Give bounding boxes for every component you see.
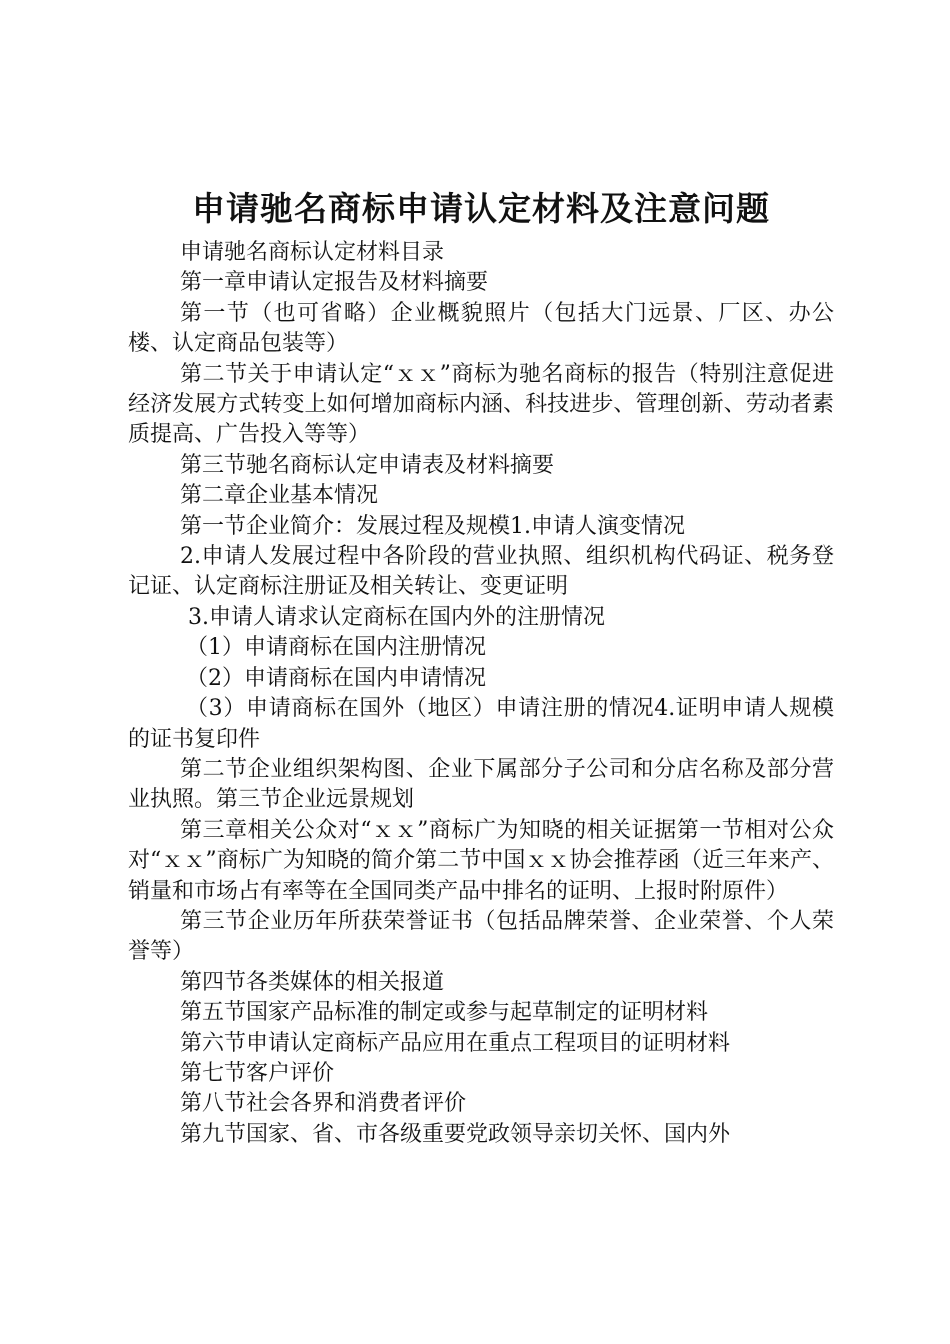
paragraph: 第一节（也可省略）企业概貌照片（包括大门远景、厂区、办公楼、认定商品包装等）	[128, 300, 834, 357]
document-title: 申请驰名商标申请认定材料及注意问题	[192, 189, 770, 228]
paragraph: 第九节国家、省、市各级重要党政领导亲切关怀、国内外	[180, 1121, 731, 1147]
paragraph: 2.申请人发展过程中各阶段的营业执照、组织机构代码证、税务登记证、认定商标注册证及相关转让、变更证明	[128, 544, 834, 600]
paragraph: 第二节关于申请认定“ｘｘ”商标为驰名商标的报告（特别注意促进经济发展方式转变上如何增加商标内涵、科技进步、管理创新、劳动者素质提高、广告投入等等）	[128, 361, 834, 448]
paragraph: 申请驰名商标认定材料目录	[180, 240, 445, 265]
paragraph: 第四节各类媒体的相关报道	[180, 969, 445, 995]
paragraph: 第五节国家产品标准的制定或参与起草制定的证明材料	[180, 1000, 709, 1026]
paragraph: 第八节社会各界和消费者评价	[180, 1091, 467, 1117]
paragraph: 3.申请人请求认定商标在国内外的注册情况	[188, 604, 605, 630]
paragraph: 第一节企业简介：发展过程及规模1.申请人演变情况	[180, 513, 685, 539]
paragraph: （1）申请商标在国内注册情况	[186, 635, 486, 661]
paragraph: 第一章申请认定报告及材料摘要	[180, 270, 489, 296]
paragraph: 第二节企业组织架构图、企业下属部分子公司和分店名称及部分营业执照。第三节企业远景规划	[128, 756, 834, 813]
paragraph: 第三章相关公众对“ｘｘ”商标广为知晓的相关证据第一节相对公众对“ｘｘ”商标广为知晓的简介第二节中国ｘｘ协会推荐函（近三年来产、销量和市场占有率等在全国同类产品中排名的证明、上报时附原件）	[128, 817, 834, 904]
paragraph: 第三节企业历年所获荣誉证书（包括品牌荣誉、企业荣誉、个人荣誉等）	[128, 908, 834, 965]
paragraph: （3）申请商标在国外（地区）申请注册的情况4.证明申请人规模的证书复印件	[128, 696, 834, 752]
paragraph: （2）申请商标在国内申请情况	[186, 665, 486, 691]
paragraph: 第三节驰名商标认定申请表及材料摘要	[180, 452, 555, 478]
paragraph: 第二章企业基本情况	[180, 483, 379, 509]
paragraph: 第七节客户评价	[180, 1060, 335, 1086]
document-page	[128, 180, 834, 1150]
paragraph: 第六节申请认定商标产品应用在重点工程项目的证明材料	[180, 1030, 731, 1056]
